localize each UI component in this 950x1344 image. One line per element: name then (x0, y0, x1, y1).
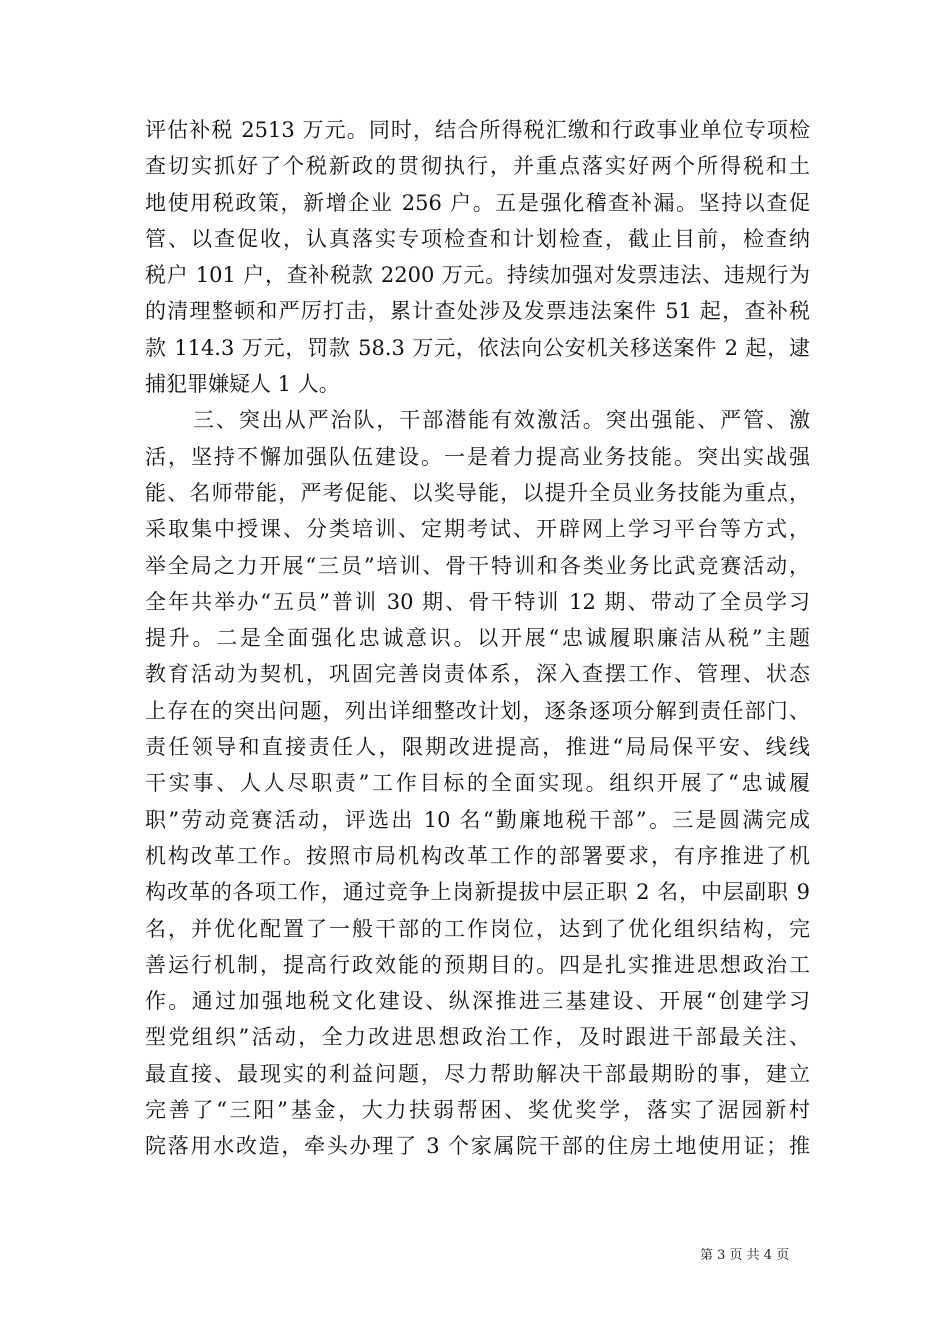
text-line: 作。通过加强地税文化建设、纵深推进三基建设、开展“创建学习 (145, 989, 810, 1014)
text-line: 查切实抓好了个税新政的贯彻执行，并重点落实好两个所得税和土 (145, 154, 810, 179)
text-line: 活，坚持不懈加强队伍建设。一是着力提高业务技能。突出实战强 (145, 444, 810, 469)
document-body (145, 112, 810, 1165)
text-line: 上存在的突出问题，列出详细整改计划，逐条逐项分解到责任部门、 (145, 698, 810, 723)
text-line: 职”劳动竞赛活动，评选出 10 名“勤廉地税干部”。三是圆满完成 (145, 807, 810, 832)
text-line: 管、以查促收，认真落实专项检查和计划检查，截止目前，检查纳 (145, 226, 810, 251)
text-line: 举全局之力开展“三员”培训、骨干特训和各类业务比武竞赛活动， (145, 553, 810, 578)
text-line: 责任领导和直接责任人，限期改进提高，推进“局局保平安、线线 (145, 735, 810, 760)
text-line: 最直接、最现实的利益问题，尽力帮助解决干部最期盼的事，建立 (145, 1061, 810, 1086)
text-line: 地使用税政策，新增企业 256 户。五是强化稽查补漏。坚持以查促 (145, 190, 810, 215)
text-line: 能、名师带能，严考促能、以奖导能，以提升全员业务技能为重点， (145, 480, 810, 505)
text-line: 的清理整顿和严厉打击，累计查处涉及发票违法案件 51 起，查补税 (145, 299, 810, 324)
text-line: 型党组织”活动，全力改进思想政治工作，及时跟进干部最关注、 (145, 1025, 810, 1050)
text-line: 采取集中授课、分类培训、定期考试、开辟网上学习平台等方式， (145, 517, 810, 542)
text-line: 构改革的各项工作，通过竞争上岗新提拔中层正职 2 名，中层副职 9 (145, 880, 810, 905)
page-number-footer: 第 3 页 共 4 页 (700, 1248, 790, 1263)
text-line: 捕犯罪嫌疑人 1 人。 (145, 372, 340, 397)
text-line: 机构改革工作。按照市局机构改革工作的部署要求，有序推进了机 (145, 843, 810, 868)
text-line: 款 114.3 万元，罚款 58.3 万元，依法向公安机关移送案件 2 起，逮 (145, 335, 810, 360)
text-line: 全年共举办“五员”普训 30 期、骨干特训 12 期、带动了全员学习 (145, 589, 810, 614)
text-line: 评估补税 2513 万元。同时，结合所得税汇缴和行政事业单位专项检 (145, 118, 810, 142)
text-line: 善运行机制，提高行政效能的预期目的。四是扎实推进思想政治工 (145, 952, 810, 977)
text-line: 名，并优化配置了一般干部的工作岗位，达到了优化组织结构，完 (145, 916, 810, 941)
paragraph-start-line: 三、突出从严治队，干部潜能有效激活。突出强能、严管、激 (193, 408, 810, 433)
text-line: 完善了“三阳”基金，大力扶弱帮困、奖优奖学，落实了涺园新村 (145, 1098, 810, 1123)
text-line: 教育活动为契机，巩固完善岗责体系，深入查摆工作、管理、状态 (145, 662, 810, 687)
text-line: 干实事、人人尽职责”工作目标的全面实现。组织开展了“忠诚履 (145, 771, 810, 796)
text-line: 税户 101 户，查补税款 2200 万元。持续加强对发票违法、违规行为 (145, 263, 810, 288)
text-line: 提升。二是全面强化忠诚意识。以开展“忠诚履职廉洁从税”主题 (145, 626, 810, 651)
text-line: 院落用水改造，牵头办理了 3 个家属院干部的住房土地使用证；推 (145, 1134, 810, 1159)
